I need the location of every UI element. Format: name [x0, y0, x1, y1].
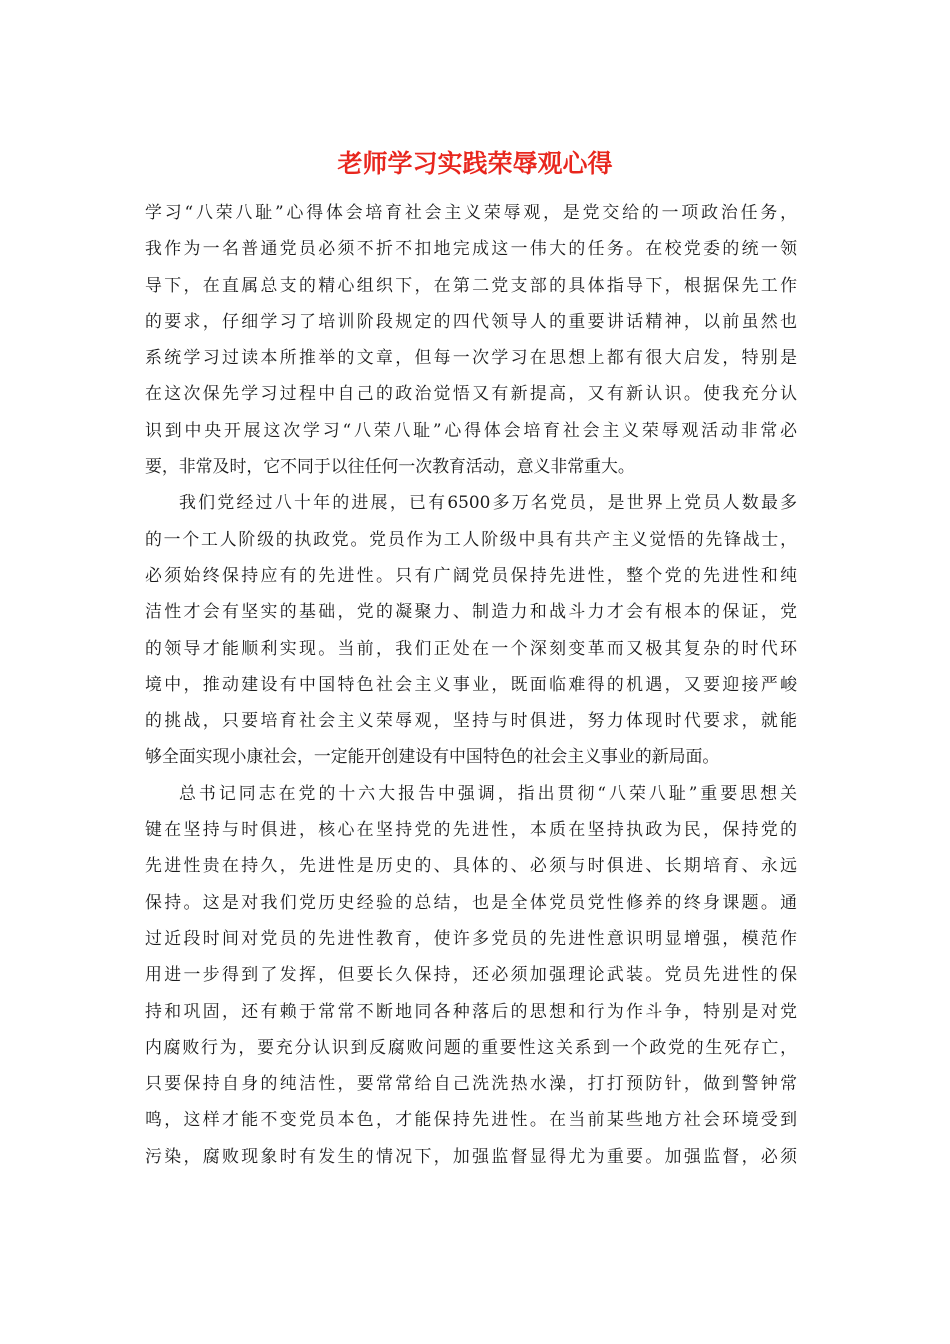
paragraph-3-line-7: 持和巩固，还有赖于常常不断地同各种落后的思想和行为作斗争，特别是对党 [145, 1000, 797, 1021]
paragraph-2-line-4: 洁性才会有坚实的基础，党的凝聚力、制造力和战斗力才会有根本的保证，党 [145, 601, 797, 622]
paragraph-3-line-11: 污染，腐败现象时有发生的情况下，加强监督显得尤为重要。加强监督，必须 [145, 1145, 797, 1166]
paragraph-1-line-2: 我作为一名普通党员必须不折不扣地完成这一伟大的任务。在校党委的统一领 [145, 238, 797, 259]
paragraph-1-line-4: 的要求，仔细学习了培训阶段规定的四代领导人的重要讲话精神，以前虽然也 [145, 310, 797, 331]
paragraph-3-line-2: 键在坚持与时俱进，核心在坚持党的先进性，本质在坚持执政为民，保持党的 [145, 819, 797, 840]
paragraph-2-line-6: 境中，推动建设有中国特色社会主义事业，既面临难得的机遇，又要迎接严峻 [145, 673, 797, 694]
paragraph-3-line-3: 先进性贵在持久，先进性是历史的、具体的、必须与时俱进、长期培育、永远 [145, 855, 797, 876]
paragraph-1-line-7: 识到中央开展这次学习“八荣八耻”心得体会培育社会主义荣辱观活动非常必 [145, 419, 797, 440]
paragraph-3-line-5: 过近段时间对党员的先进性教育，使许多党员的先进性意识明显增强，模范作 [145, 927, 797, 948]
paragraph-2-line-3: 必须始终保持应有的先进性。只有广阔党员保持先进性，整个党的先进性和纯 [145, 564, 797, 585]
document-title: 老师学习实践荣辱观心得 [337, 149, 613, 178]
paragraph-3-line-4: 保持。这是对我们党历史经验的总结，也是全体党员党性修养的终身课题。通 [145, 891, 797, 912]
paragraph-2-line-2: 的一个工人阶级的执政党。党员作为工人阶级中具有共产主义觉悟的先锋战士， [145, 528, 797, 549]
paragraph-3-line-6: 用进一步得到了发挥，但要长久保持，还必须加强理论武装。党员先进性的保 [145, 964, 797, 985]
paragraph-1-line-8: 要，非常及时，它不同于以往任何一次教育活动，意义非常重大。 [145, 456, 635, 477]
paragraph-3-line-9: 只要保持自身的纯洁性，要常常给自己洗洗热水澡，打打预防针，做到警钟常 [145, 1073, 797, 1094]
paragraph-3-line-10: 鸣，这样才能不变党员本色，才能保持先进性。在当前某些地方社会环境受到 [145, 1109, 797, 1130]
paragraph-3-line-8: 内腐败行为，要充分认识到反腐败问题的重要性这关系到一个政党的生死存亡， [145, 1036, 797, 1057]
paragraph-1-line-6: 在这次保先学习过程中自己的政治觉悟又有新提高，又有新认识。使我充分认 [145, 383, 797, 404]
paragraph-1-line-3: 导下，在直属总支的精心组织下，在第二党支部的具体指导下，根据保先工作 [145, 274, 797, 295]
document-body [145, 194, 797, 1174]
paragraph-2-line-1: 我们党经过八十年的进展，已有6500多万名党员，是世界上党员人数最多 [179, 492, 797, 513]
paragraph-2-line-8: 够全面实现小康社会，一定能开创建设有中国特色的社会主义事业的新局面。 [145, 746, 720, 767]
paragraph-1-line-5: 系统学习过读本所推举的文章，但每一次学习在思想上都有很大启发，特别是 [145, 347, 797, 368]
paragraph-2-line-7: 的挑战，只要培育社会主义荣辱观，坚持与时俱进，努力体现时代要求，就能 [145, 710, 797, 731]
paragraph-2-line-5: 的领导才能顺利实现。当前，我们正处在一个深刻变革而又极其复杂的时代环 [145, 637, 797, 658]
paragraph-1-line-1: 学习“八荣八耻”心得体会培育社会主义荣辱观，是党交给的一项政治任务， [145, 202, 797, 222]
paragraph-3-line-1: 总书记同志在党的十六大报告中强调，指出贯彻“八荣八耻”重要思想关 [179, 782, 797, 803]
